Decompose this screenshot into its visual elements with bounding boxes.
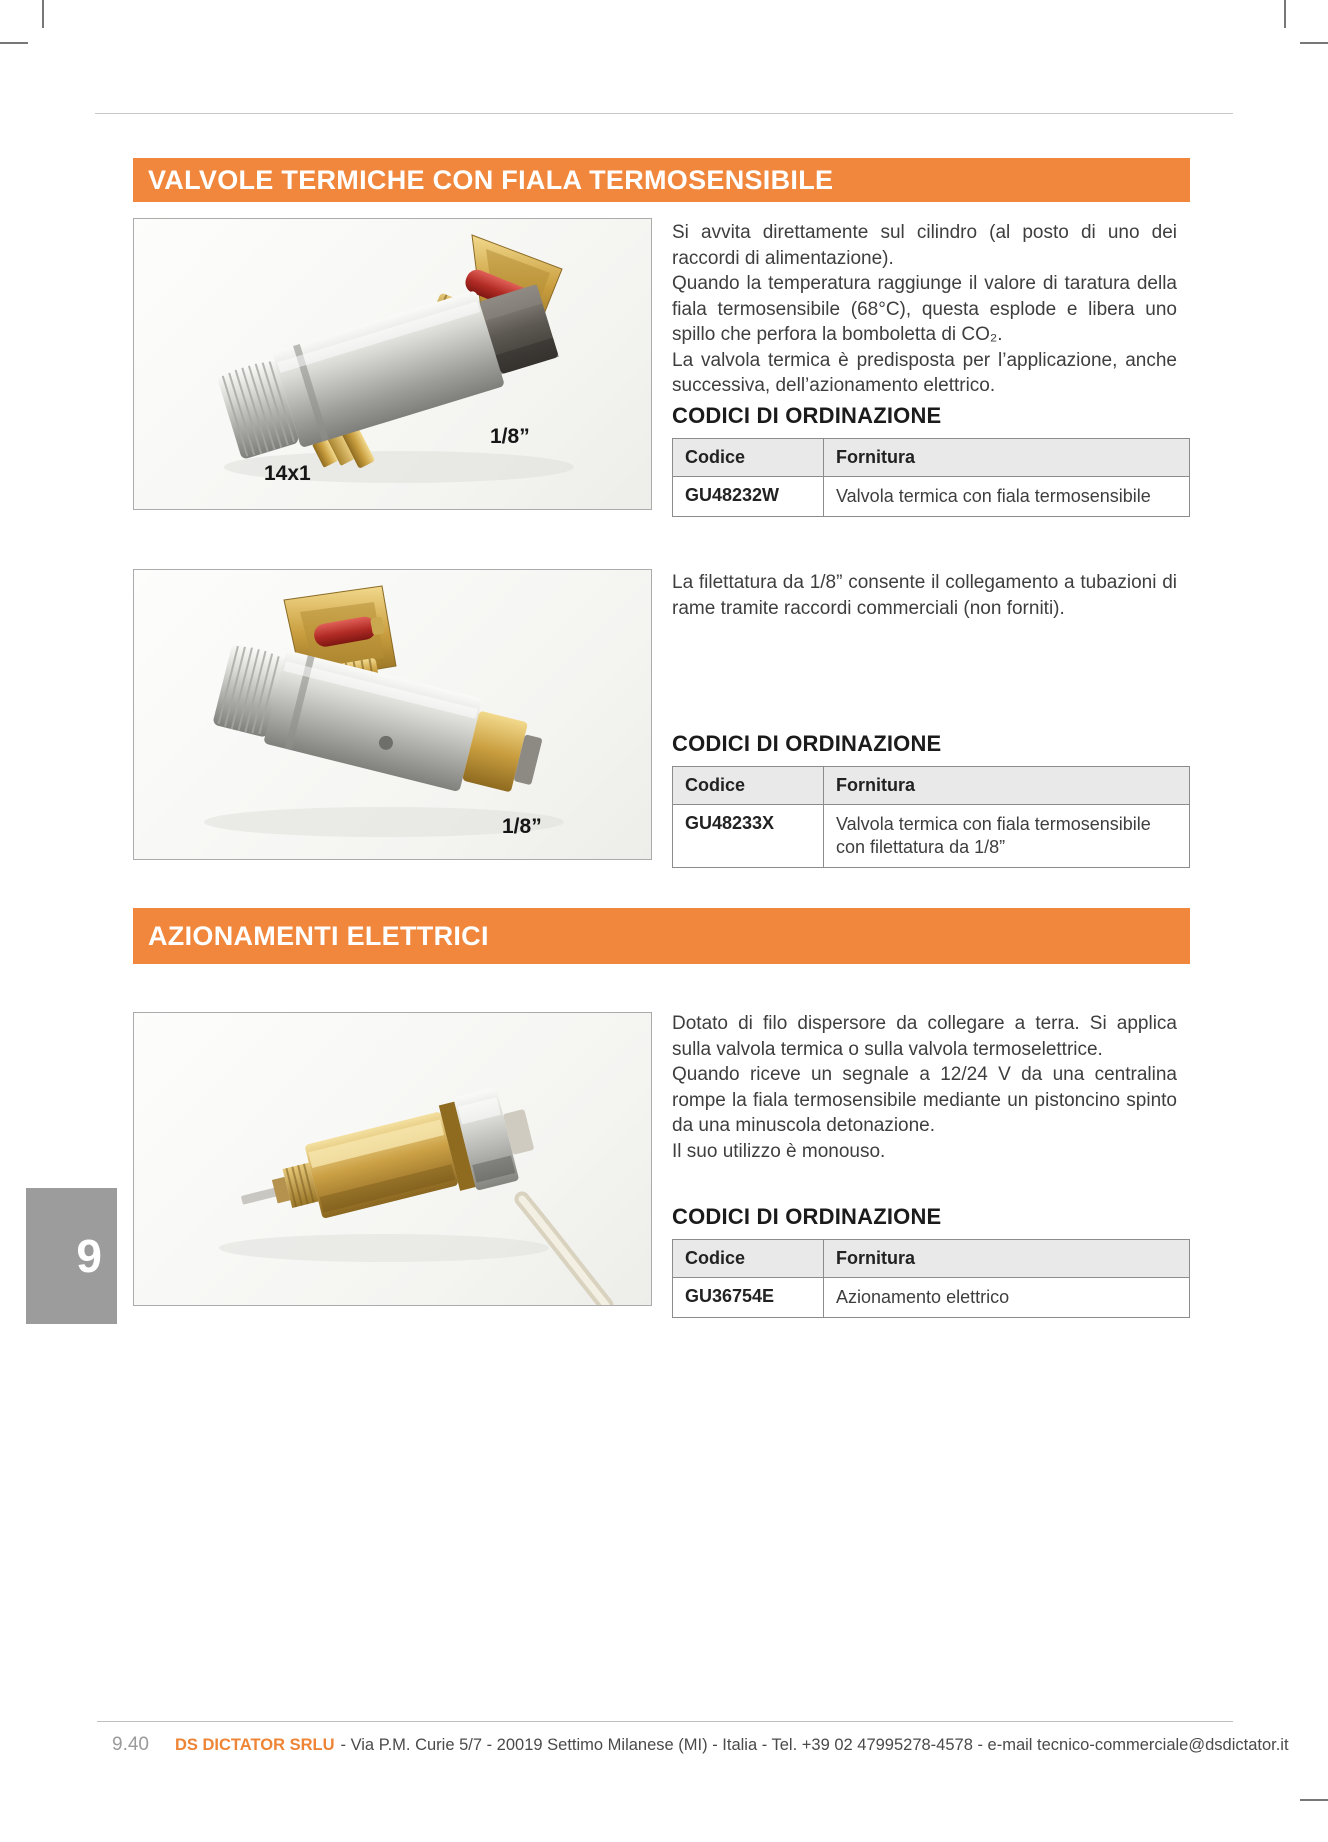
paragraph: Dotato di filo dispersore da collegare a terra. Si applica sulla valvola termica o sulla valvola termoselettrice. — [672, 1013, 1177, 1060]
footer-company-name: DS DICTATOR SRLU — [174, 1736, 335, 1754]
ordering-title-filettatura: CODICI DI ORDINAZIONE — [672, 731, 942, 756]
table-row — [673, 477, 1189, 516]
cell-supply: Valvola termica con fiala termosensibile — [836, 486, 1151, 506]
top-rule — [95, 113, 1233, 114]
azionamenti-description — [672, 1011, 1177, 1164]
ordering-table-filettatura — [672, 766, 1190, 868]
table-header-row — [673, 439, 1189, 477]
product-photo-thermal-valve-threaded — [133, 569, 652, 860]
ordering-table-azionamenti — [672, 1239, 1190, 1318]
cell-supply: Azionamento elettrico — [836, 1287, 1010, 1307]
paragraph: Il suo utilizzo è monouso. — [672, 1140, 886, 1162]
column-header-fornitura: Fornitura — [836, 775, 915, 795]
photo-label-size: 1/8” — [502, 815, 542, 838]
column-header-codice: Codice — [673, 1240, 824, 1277]
crop-mark-top-right-v — [1284, 0, 1286, 28]
filettatura-description — [672, 570, 1177, 621]
paragraph: La filettatura da 1/8” consente il collegamento a tubazioni di rame tramite raccordi commerciali (non forniti). — [672, 572, 1177, 619]
product-photo-electric-actuator — [133, 1012, 652, 1306]
footer-rule — [97, 1721, 1233, 1722]
ordering-table-valvole — [672, 438, 1190, 517]
table-row — [673, 1278, 1189, 1317]
section-banner-azionamenti: AZIONAMENTI ELETTRICI — [133, 908, 1190, 964]
cell-code: GU48232W — [673, 477, 824, 516]
chapter-tab — [26, 1188, 117, 1324]
column-header-fornitura: Fornitura — [836, 447, 915, 467]
column-header-codice: Codice — [673, 439, 824, 476]
column-header-codice: Codice — [673, 767, 824, 804]
paragraph: Quando la temperatura raggiunge il valore di taratura della fiala termosensibile (68°C), questa esplode e libera uno spillo che perfora la bomboletta di CO₂. — [672, 273, 1177, 345]
valvole-description — [672, 220, 1177, 399]
photo-label-thread: 14x1 — [264, 462, 311, 485]
threaded-valve-illustration — [134, 570, 651, 859]
crop-mark-top-right-h — [1300, 42, 1328, 44]
crop-mark-bottom-right-h — [1300, 1799, 1328, 1801]
paragraph: La valvola termica è predisposta per l’applicazione, anche successiva, dell’azionamento elettrico. — [672, 349, 1177, 396]
electric-actuator-illustration — [134, 1013, 651, 1305]
ordering-title-valvole: CODICI DI ORDINAZIONE — [672, 403, 942, 428]
cell-code: GU36754E — [673, 1278, 824, 1317]
ordering-title-azionamenti: CODICI DI ORDINAZIONE — [672, 1204, 942, 1229]
column-header-fornitura: Fornitura — [836, 1248, 915, 1268]
footer-address: - Via P.M. Curie 5/7 - 20019 Settimo Milanese (MI) - Italia - Tel. +39 02 47995278-4578 - e-mail tecnico-commerciale@dsdictator.it — [340, 1736, 1289, 1754]
section-banner-valvole: VALVOLE TERMICHE CON FIALA TERMOSENSIBILE — [133, 158, 1190, 202]
table-header-row — [673, 767, 1189, 805]
table-row — [673, 805, 1189, 867]
paragraph: Quando riceve un segnale a 12/24 V da una centralina rompe la fiala termosensibile mediante un pistoncino spinto da una minuscola detonazione. — [672, 1064, 1177, 1136]
crop-mark-top-left-v — [42, 0, 44, 28]
table-header-row — [673, 1240, 1189, 1278]
footer — [112, 1734, 1289, 1756]
photo-label-size: 1/8” — [490, 425, 530, 448]
paragraph: Si avvita direttamente sul cilindro (al posto di uno dei raccordi di alimentazione). — [672, 222, 1177, 269]
thermal-valve-illustration — [134, 219, 651, 509]
cell-code: GU48233X — [673, 805, 824, 867]
footer-page-number: 9.40 — [112, 1734, 149, 1755]
product-photo-thermal-valve — [133, 218, 652, 510]
chapter-number: 9 — [76, 1230, 102, 1282]
cell-supply: Valvola termica con fiala termosensibile con filettatura da 1/8” — [836, 814, 1151, 857]
crop-mark-top-left-h — [0, 42, 28, 44]
